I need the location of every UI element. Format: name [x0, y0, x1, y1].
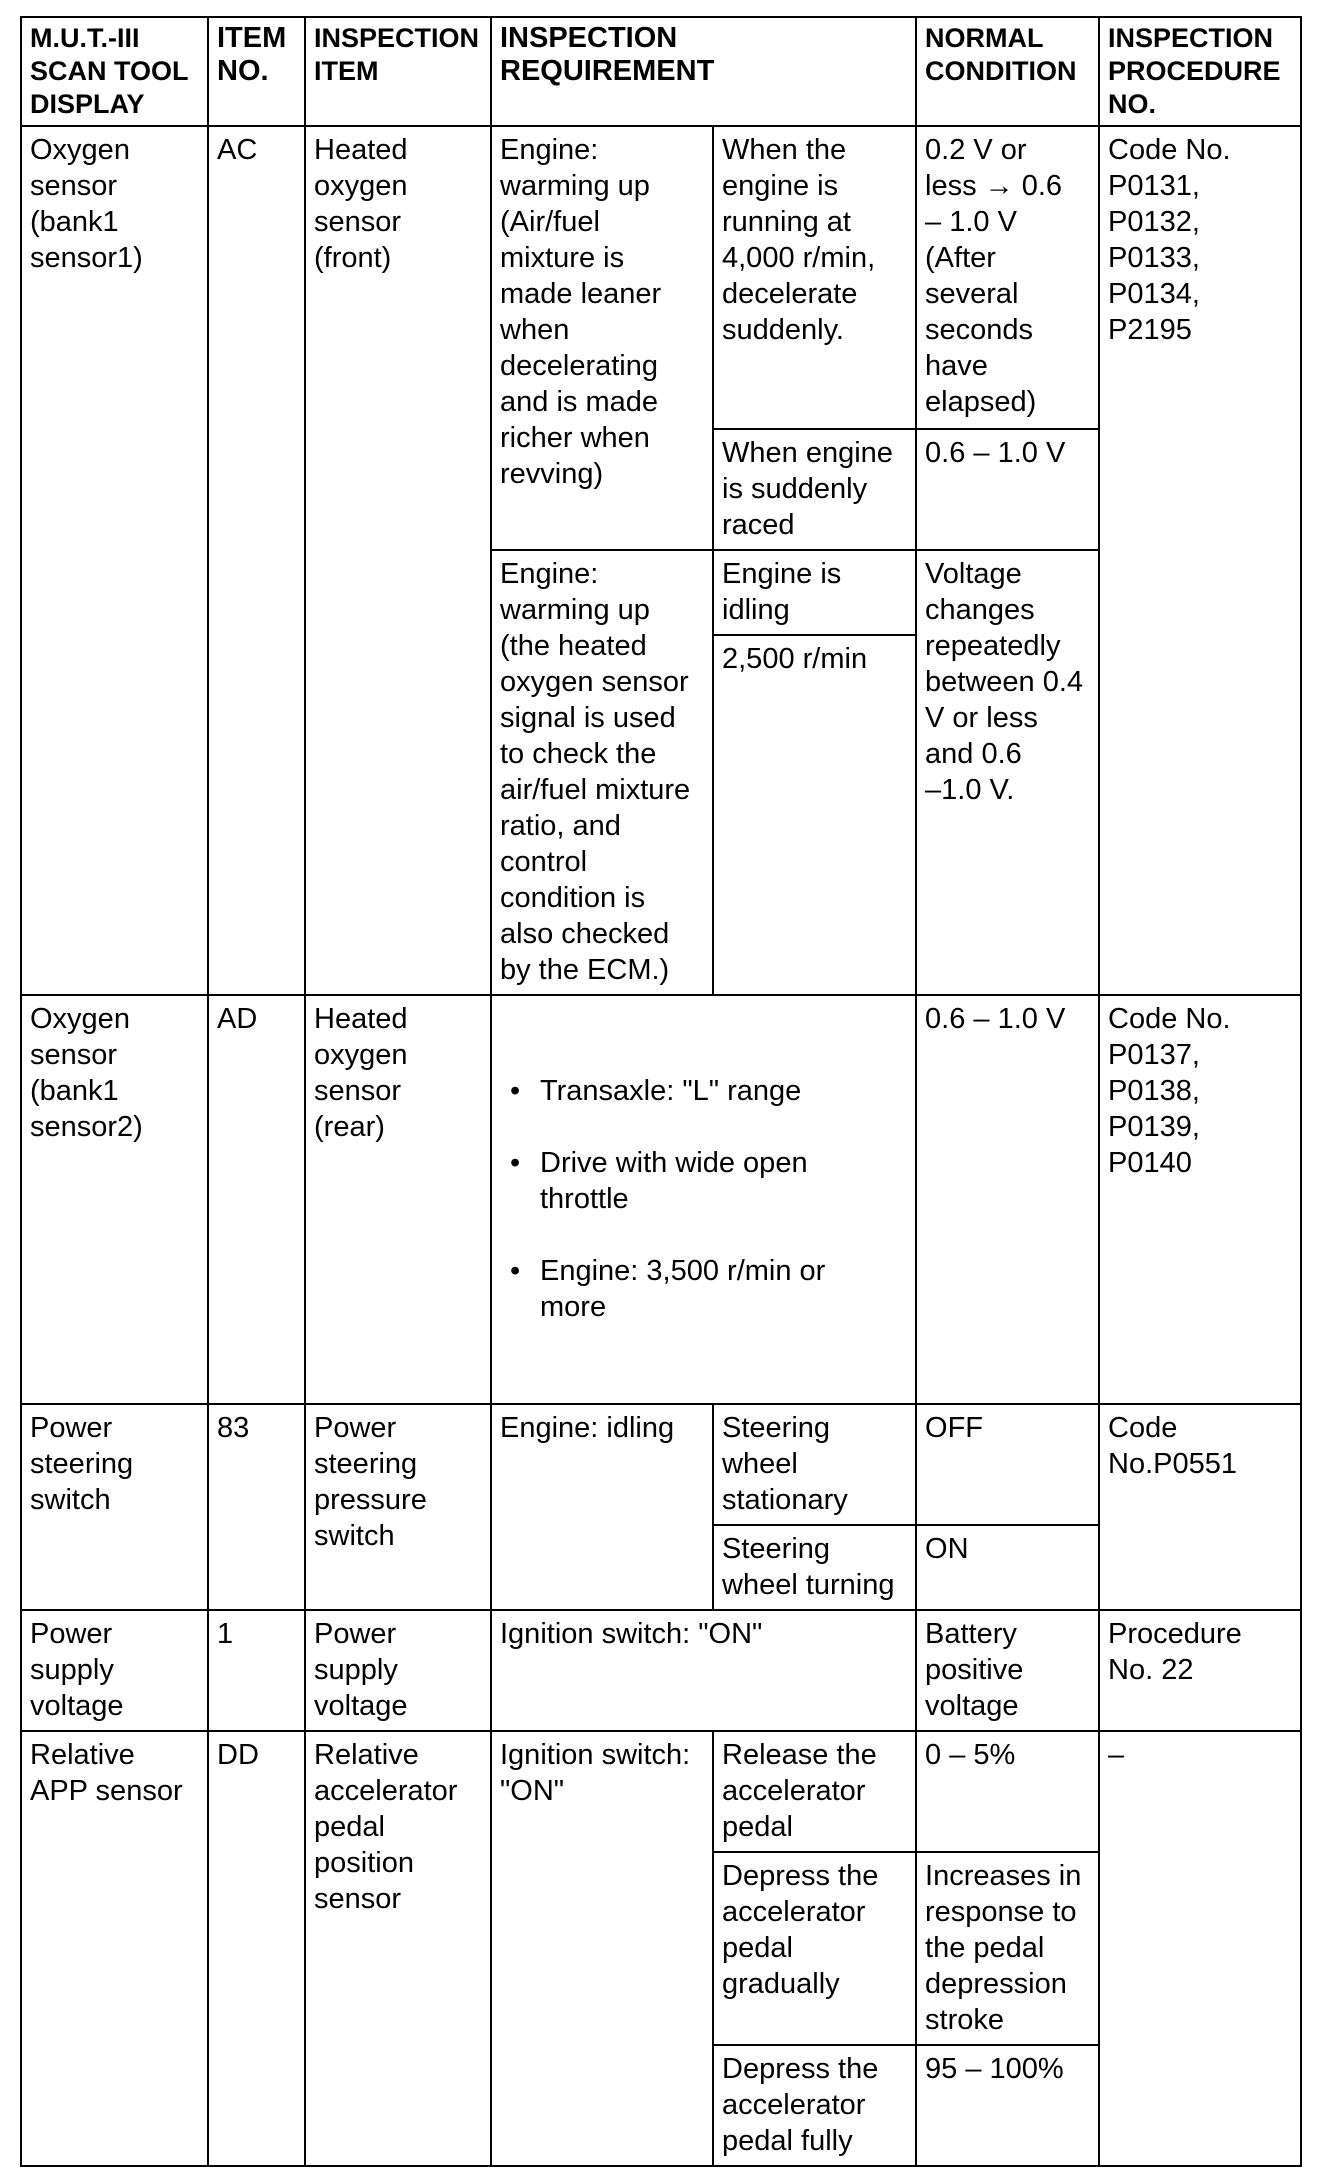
cell-normal-condition: Voltage changes repeatedly between 0.4 V or less and 0.6 –1.0 V.: [916, 550, 1099, 995]
header-procedure-no: INSPECTION PROCEDURE NO.: [1099, 17, 1301, 126]
cell-condition: When engine is suddenly raced: [713, 429, 916, 550]
cell-item-no: DD: [208, 1731, 305, 2166]
cell-requirement: Ignition switch: "ON": [491, 1731, 713, 2166]
cell-inspection-item: Heated oxygen sensor (rear): [305, 995, 491, 1404]
cell-normal-condition: 0.6 – 1.0 V: [916, 995, 1099, 1404]
table-row: [21, 1404, 1301, 1525]
table-row: [21, 1610, 1301, 1731]
cell-condition: When the engine is running at 4,000 r/min, decelerate suddenly.: [713, 126, 916, 429]
cell-normal-condition: 0.6 – 1.0 V: [916, 429, 1099, 550]
cell-condition: 2,500 r/min: [713, 635, 916, 995]
cell-item-no: 83: [208, 1404, 305, 1610]
cell-normal-condition: Battery positive voltage: [916, 1610, 1099, 1731]
cell-condition: Release the accelerator pedal: [713, 1731, 916, 1852]
header-inspection-requirement: INSPECTION REQUIREMENT: [491, 17, 916, 126]
cell-procedure-no: Code No. P0137, P0138, P0139, P0140: [1099, 995, 1301, 1404]
cell-condition: Steering wheel turning: [713, 1525, 916, 1610]
cell-requirement: Engine: warming up (Air/fuel mixture is made leaner when decelerating and is made richer when revving): [491, 126, 713, 550]
cell-display: Oxygen sensor (bank1 sensor1): [21, 126, 208, 995]
cell-item-no: AD: [208, 995, 305, 1404]
cell-requirement: Engine: idling: [491, 1404, 713, 1610]
header-display: M.U.T.-III SCAN TOOL DISPLAY: [21, 17, 208, 126]
cell-requirement: [491, 995, 916, 1404]
cell-display: Oxygen sensor (bank1 sensor2): [21, 995, 208, 1404]
cell-normal-condition: 0.2 V or less → 0.6 – 1.0 V (After several seconds have elapsed): [916, 126, 1099, 429]
table-row: [21, 126, 1301, 429]
cell-display: Relative APP sensor: [21, 1731, 208, 2166]
cell-procedure-no: Code No. P0131, P0132, P0133, P0134, P2195: [1099, 126, 1301, 995]
cell-condition: Depress the accelerator pedal gradually: [713, 1852, 916, 2045]
cell-display: Power steering switch: [21, 1404, 208, 1610]
inspection-table: [20, 16, 1302, 2167]
cell-normal-condition: 95 – 100%: [916, 2045, 1099, 2166]
cell-condition: Steering wheel stationary: [713, 1404, 916, 1525]
cell-normal-condition: 0 – 5%: [916, 1731, 1099, 1852]
cell-procedure-no: Code No.P0551: [1099, 1404, 1301, 1610]
cell-condition: Engine is idling: [713, 550, 916, 635]
requirement-list: [500, 1037, 908, 1361]
cell-normal-condition: OFF: [916, 1404, 1099, 1525]
cell-item-no: AC: [208, 126, 305, 995]
list-item: • Drive with wide open throttle: [500, 1145, 908, 1217]
cell-requirement: Ignition switch: "ON": [491, 1610, 916, 1731]
table-row: [21, 995, 1301, 1404]
table-row: [21, 1731, 1301, 1852]
cell-display: Power supply voltage: [21, 1610, 208, 1731]
cell-inspection-item: Power steering pressure switch: [305, 1404, 491, 1610]
header-row: [21, 17, 1301, 126]
header-normal-condition: NORMAL CONDITION: [916, 17, 1099, 126]
cell-inspection-item: Relative accelerator pedal position sensor: [305, 1731, 491, 2166]
cell-normal-condition: ON: [916, 1525, 1099, 1610]
cell-item-no: 1: [208, 1610, 305, 1731]
list-item: • Engine: 3,500 r/min or more: [500, 1253, 908, 1325]
cell-condition: Depress the accelerator pedal fully: [713, 2045, 916, 2166]
header-item-no: ITEM NO.: [208, 17, 305, 126]
cell-inspection-item: Power supply voltage: [305, 1610, 491, 1731]
cell-requirement: Engine: warming up (the heated oxygen sensor signal is used to check the air/fuel mixture ratio, and control condition is also checked by the ECM.): [491, 550, 713, 995]
cell-procedure-no: –: [1099, 1731, 1301, 2166]
cell-normal-condition: Increases in response to the pedal depression stroke: [916, 1852, 1099, 2045]
header-inspection-item: INSPECTION ITEM: [305, 17, 491, 126]
list-item: • Transaxle: "L" range: [500, 1073, 908, 1109]
cell-inspection-item: Heated oxygen sensor (front): [305, 126, 491, 995]
cell-procedure-no: Procedure No. 22: [1099, 1610, 1301, 1731]
inspection-sheet: [20, 16, 1300, 2167]
